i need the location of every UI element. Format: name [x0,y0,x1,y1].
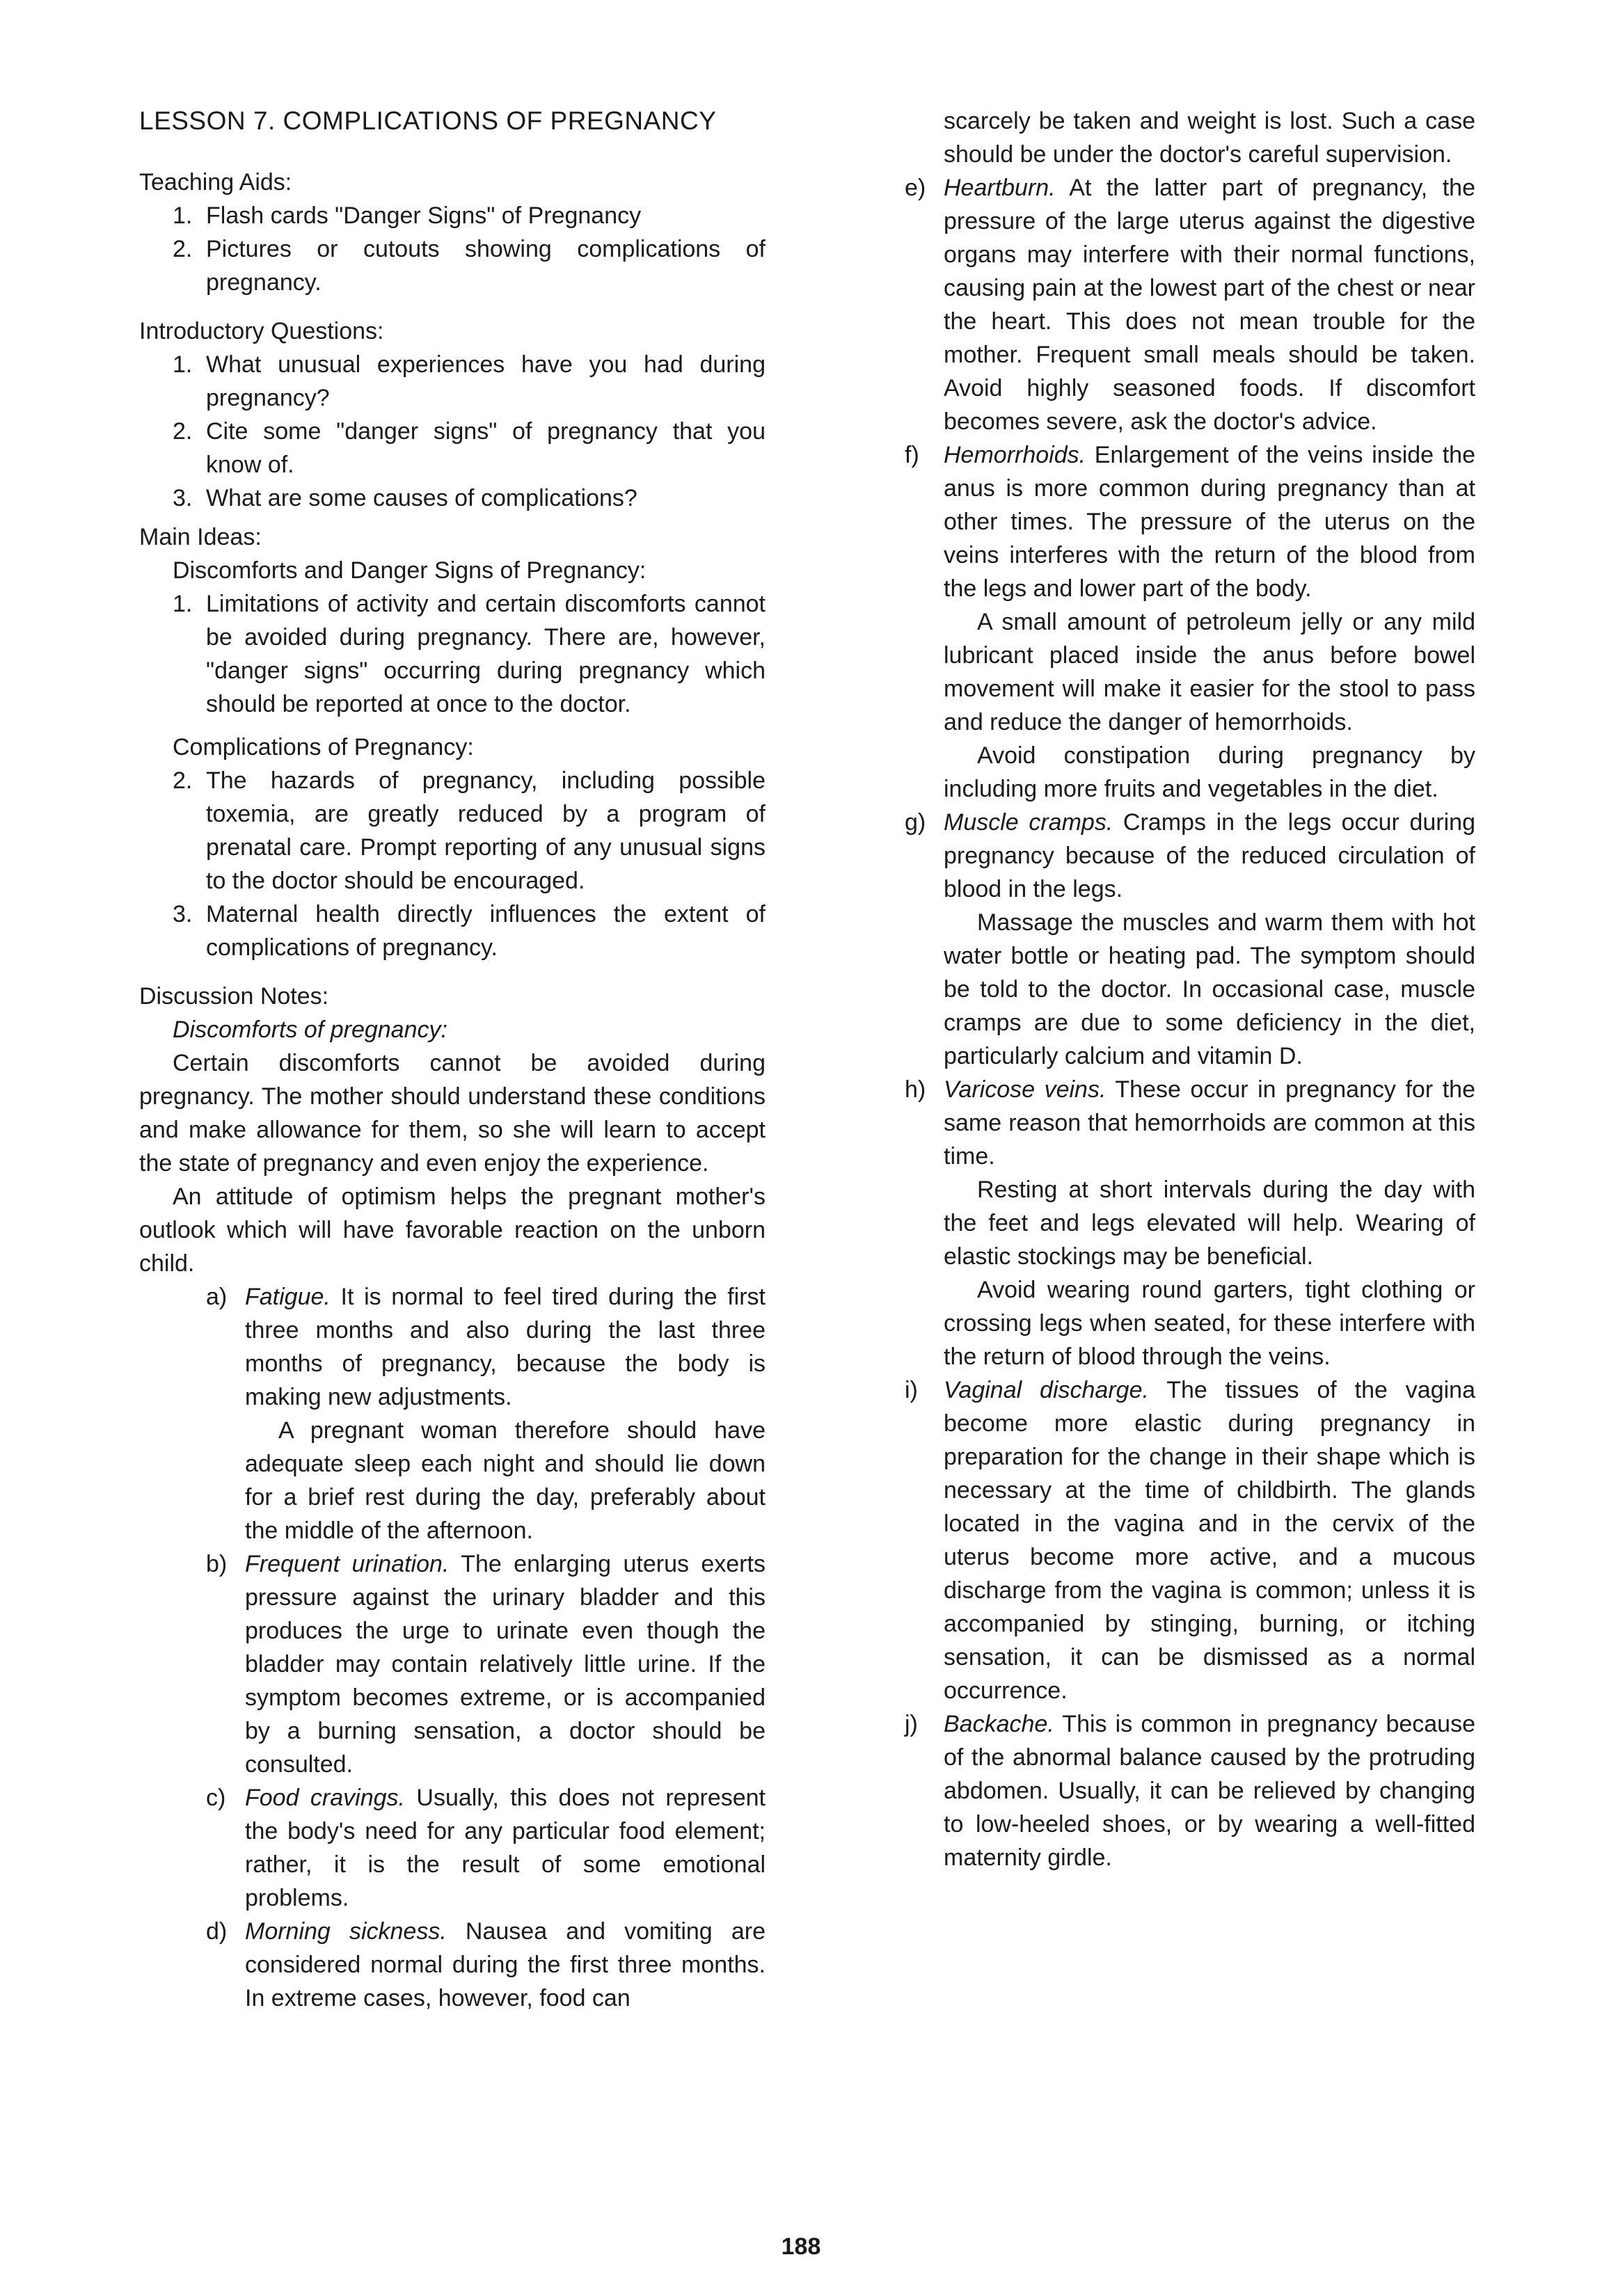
item-title: Backache. [944,1711,1054,1737]
main-idea-item [139,587,766,721]
lesson-title: LESSON 7. COMPLICATIONS OF PREGNANCY [139,106,717,135]
item-letter: j) [905,1711,918,1737]
item-title: Varicose veins. [944,1076,1107,1103]
item-text: The hazards of pregnancy, including possible toxemia, are greatly reduced by a program of prenatal care. Prompt reporting of any unusual signs to the doctor should be encouraged. [206,767,766,894]
item-number: 3. [173,901,193,927]
teaching-aids-heading: Teaching Aids: [139,169,292,196]
muscle-cramps-paragraph: Massage the muscles and warm them with hot water bottle or heating pad. The symptom should be told to the doctor. In occasional case, muscle cramps are due to some deficiency in the diet, particularly calcium and vitamin D. [944,909,1475,1069]
item-number: 3. [173,485,193,511]
item-title: Fatigue. [245,1284,331,1310]
right-column [905,104,1475,1874]
teaching-aid-item [139,199,766,232]
list-item-muscle-cramps [905,806,1475,906]
list-item-morning-sickness [206,1915,766,2015]
item-number: 1. [173,351,193,378]
item-letter: d) [206,1918,228,1945]
item-text: The enlarging uterus exerts pressure against the urinary bladder and this produces the urge to urinate even though the bladder may contain relatively little urine. If the symptom becomes extreme, or is accompanied by a burning sensation, a doctor should be consulted. [245,1551,766,1778]
hemorrhoids-paragraph: Avoid constipation during pregnancy by including more fruits and vegetables in the diet. [944,742,1475,802]
item-text: At the latter part of pregnancy, the pressure of the large uterus against the digestive organs may interfere with their normal functions, causing pain at the lowest part of the chest or near the heart. This does not mean trouble for the mother. Frequent small meals should be taken. Avoid highly seasoned foods. If discomfort becomes severe, ask the doctor's advice. [944,175,1475,435]
item-title: Frequent urination. [245,1551,450,1577]
introductory-questions-heading: Introductory Questions: [139,318,384,344]
question-item [139,481,766,515]
item-number: 2. [173,418,193,445]
item-text: The tissues of the vagina become more elastic during pregnancy in preparation for the change in their shape which is necessary at the time of childbirth. The glands located in the vagina and in the cervix of the uterus become more active, and a mucous discharge from the vagina is common; unless it is accompanied by stinging, burning, or itching sensation, it can be dismissed as a normal occurrence. [944,1377,1475,1704]
item-letter: h) [905,1076,926,1103]
main-idea-item [139,764,766,898]
page-number: 188 [781,2233,821,2260]
varicose-veins-paragraph: Resting at short intervals during the day with the feet and legs elevated will help. Wearing of elastic stockings may be beneficial. [944,1177,1475,1270]
main-ideas-heading: Main Ideas: [139,524,262,550]
morning-sickness-continued: scarcely be taken and weight is lost. Such a case should be under the doctor's careful supervision. [944,108,1475,168]
left-column [139,104,766,2015]
item-text: What are some causes of complications? [206,485,637,511]
item-text: What unusual experiences have you had during pregnancy? [206,351,766,411]
discussion-paragraph: Certain discomforts cannot be avoided during pregnancy. The mother should understand these conditions and make allowance for them, so she will learn to accept the state of pregnancy and even enjoy the experience. [139,1050,766,1177]
item-letter: g) [905,809,926,836]
discussion-notes-heading: Discussion Notes: [139,983,329,1010]
item-text: Cite some "danger signs" of pregnancy that you know of. [206,418,766,478]
fatigue-paragraph: A pregnant woman therefore should have adequate sleep each night and should lie down for a brief rest during the day, preferably about the middle of the afternoon. [245,1417,766,1544]
teaching-aid-item [139,232,766,299]
list-item-varicose-veins [905,1073,1475,1173]
list-item-hemorrhoids [905,438,1475,605]
list-item-food-cravings [206,1781,766,1915]
item-letter: i) [905,1377,918,1403]
item-text: Limitations of activity and certain discomforts cannot be avoided during pregnancy. There are, however, "danger signs" occurring during pregnancy which should be reported at once to the doctor. [206,591,766,717]
discomforts-heading: Discomforts and Danger Signs of Pregnancy: [173,557,647,584]
item-text: Maternal health directly influences the extent of complications of pregnancy. [206,901,766,961]
item-title: Hemorrhoids. [944,442,1086,468]
item-text: This is common in pregnancy because of the abnormal balance caused by the protruding abdomen. Usually, it can be relieved by changing to low-heeled shoes, or by wearing a well-fitted maternity girdle. [944,1711,1475,1871]
list-item-vaginal-discharge [905,1373,1475,1707]
main-idea-item [139,898,766,964]
item-number: 1. [173,202,193,229]
list-item-backache [905,1707,1475,1874]
item-text: Pictures or cutouts showing complications of pregnancy. [206,236,766,296]
question-item [139,348,766,415]
list-item-frequent-urination [206,1547,766,1781]
item-title: Vaginal discharge. [944,1377,1149,1403]
complications-heading: Complications of Pregnancy: [173,734,474,760]
item-number: 1. [173,591,193,617]
item-letter: a) [206,1284,228,1310]
item-text: These occur in pregnancy for the same reason that hemorrhoids are common at this time. [944,1076,1475,1170]
item-title: Heartburn. [944,175,1056,201]
item-number: 2. [173,767,193,794]
hemorrhoids-paragraph: A small amount of petroleum jelly or any mild lubricant placed inside the anus before bowel movement will make it easier for the stool to pass and reduce the danger of hemorrhoids. [944,609,1475,735]
item-letter: f) [905,442,919,468]
question-item [139,415,766,481]
item-text: Enlargement of the veins inside the anus is more common during pregnancy than at other times. The pressure of the uterus on the veins interferes with the return of the blood from the legs and lower part of the body. [944,442,1475,602]
item-title: Morning sickness. [245,1918,447,1945]
item-text: Flash cards "Danger Signs" of Pregnancy [206,202,642,229]
item-number: 2. [173,236,193,262]
discussion-paragraph: An attitude of optimism helps the pregnant mother's outlook which will have favorable reaction on the unborn child. [139,1183,766,1277]
item-title: Food cravings. [245,1785,405,1811]
varicose-veins-paragraph: Avoid wearing round garters, tight clothing or crossing legs when seated, for these interfere with the return of blood through the veins. [944,1277,1475,1370]
item-letter: b) [206,1551,228,1577]
item-title: Muscle cramps. [944,809,1113,836]
item-text: Nausea and vomiting are considered normal during the first three months. In extreme cases, however, food can [245,1918,766,2011]
item-text: Usually, this does not represent the body's need for any particular food element; rather, it is the result of some emotional problems. [245,1785,766,1911]
item-letter: c) [206,1785,226,1811]
item-text: It is normal to feel tired during the first three months and also during the last three months of pregnancy, because the body is making new adjustments. [245,1284,766,1410]
list-item-fatigue [206,1280,766,1414]
item-text: Cramps in the legs occur during pregnancy because of the reduced circulation of blood in the legs. [944,809,1475,902]
discomforts-subheading: Discomforts of pregnancy: [173,1017,447,1043]
list-item-heartburn [905,171,1475,438]
item-letter: e) [905,175,926,201]
